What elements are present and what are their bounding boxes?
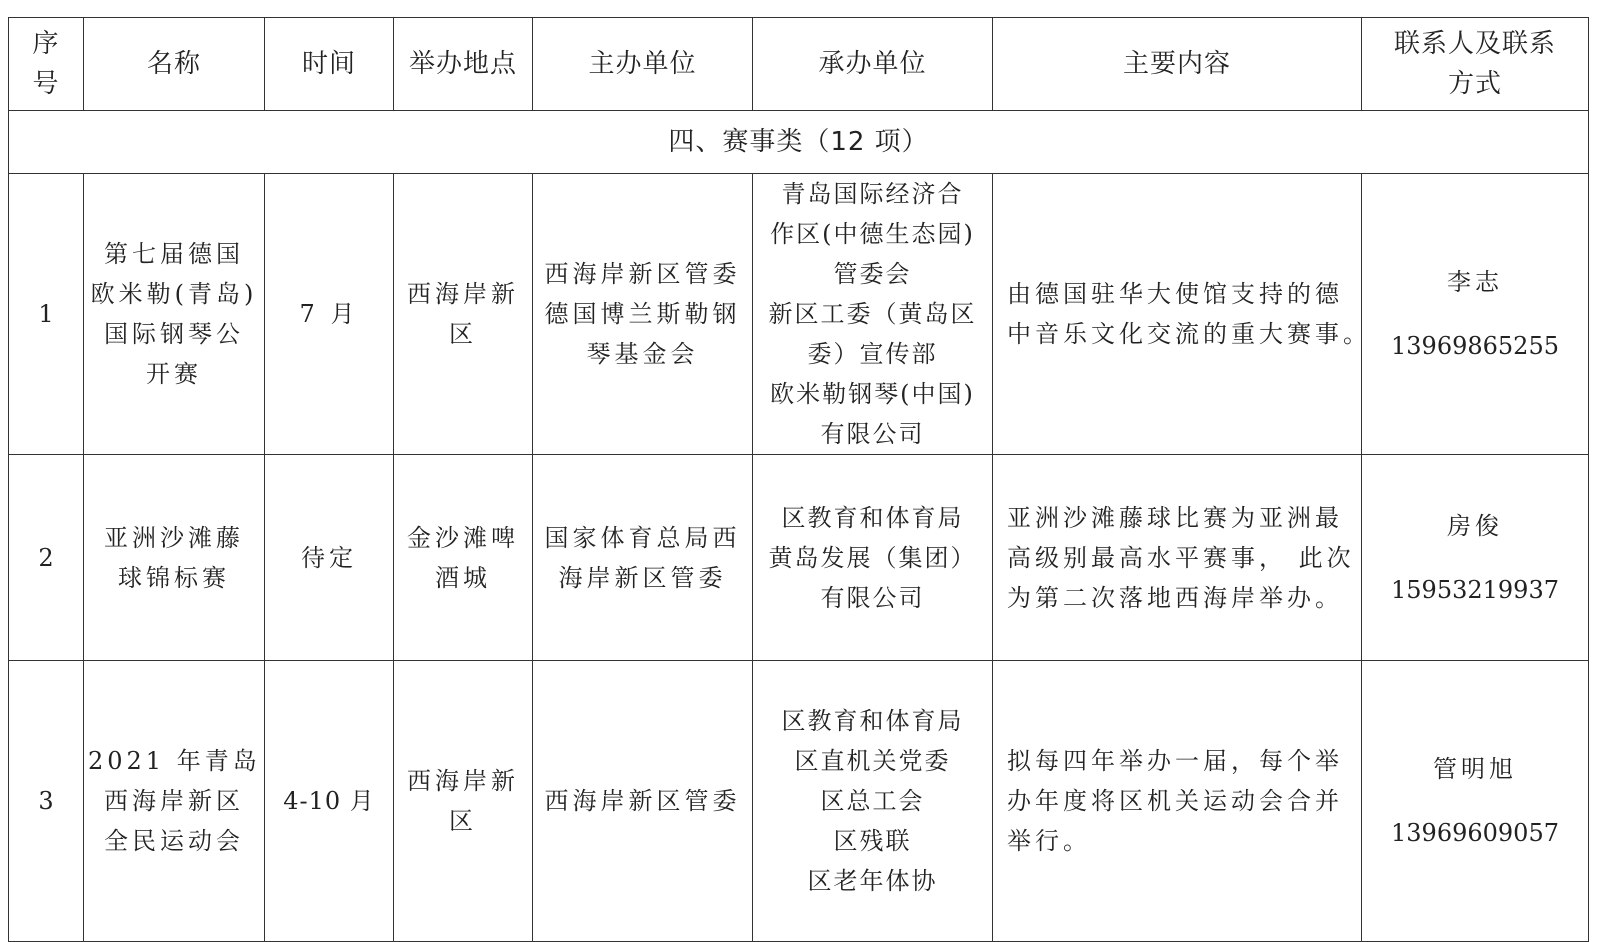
event-organizer-line: 新区工委（黄岛区	[768, 300, 977, 328]
contact-name: 李志	[1447, 268, 1503, 296]
contact-name: 管明旭	[1433, 755, 1517, 783]
event-venue-line: 酒城	[435, 563, 491, 592]
event-content-line: 高级别最高水平赛事， 此次	[1007, 543, 1355, 572]
contact-phone: 13969609057	[1391, 819, 1559, 847]
event-content-line: 举行。	[1007, 827, 1091, 855]
table-row	[9, 661, 1589, 942]
header-contact	[1362, 18, 1589, 111]
event-name-line: 球锦标赛	[118, 563, 230, 592]
event-content-line: 亚洲沙滩藤球比赛为亚洲最	[1007, 503, 1343, 532]
event-host	[533, 174, 753, 455]
event-name-line: 2021 年青岛	[88, 747, 261, 775]
event-host-line: 国家体育总局西	[544, 523, 741, 552]
header-row	[9, 18, 1589, 111]
event-content-line: 办年度将区机关运动会合并	[1007, 787, 1343, 815]
event-time: 待定	[265, 455, 394, 661]
event-host-line: 西海岸新区管委	[544, 787, 741, 815]
event-organizer-line: 区老年体协	[807, 867, 938, 895]
event-name-line: 国际钢琴公	[104, 320, 244, 348]
section-row	[9, 111, 1589, 174]
event-host-line: 琴基金会	[586, 340, 699, 368]
event-organizer-line: 区直机关党委	[794, 747, 951, 775]
event-organizer-line: 黄岛发展（集团）	[768, 543, 977, 572]
event-name-line: 全民运动会	[104, 827, 244, 855]
event-content-line: 为第二次落地西海岸举办。	[1007, 583, 1343, 612]
event-host	[533, 455, 753, 661]
event-time: 7 月	[265, 174, 394, 455]
event-venue-line: 区	[449, 320, 477, 348]
row-number: 1	[9, 174, 84, 455]
event-organizer	[753, 174, 993, 455]
event-content	[993, 661, 1362, 942]
header-contact-line-2: 方式	[1447, 69, 1502, 99]
event-organizer-line: 区教育和体育局	[781, 707, 964, 735]
event-name	[84, 455, 265, 661]
event-organizer-line: 区教育和体育局	[781, 503, 964, 532]
header-no	[9, 18, 84, 111]
header-organizer: 承办单位	[753, 18, 993, 111]
event-name	[84, 174, 265, 455]
event-contact	[1362, 455, 1589, 661]
header-no-line-1: 序	[32, 29, 60, 59]
contact-phone: 15953219937	[1391, 575, 1559, 604]
event-venue-line: 区	[449, 807, 477, 835]
event-organizer-line: 区总工会	[820, 787, 925, 815]
event-content	[993, 455, 1362, 661]
event-name	[84, 661, 265, 942]
event-venue	[394, 661, 533, 942]
table-row	[9, 455, 1589, 661]
event-name-line: 开赛	[146, 360, 202, 388]
event-contact	[1362, 174, 1589, 455]
contact-phone: 13969865255	[1391, 332, 1559, 360]
contact-name: 房俊	[1447, 511, 1503, 540]
header-no-line-2: 号	[32, 69, 60, 99]
event-organizer-line: 青岛国际经济合	[781, 180, 964, 208]
event-host	[533, 661, 753, 942]
event-organizer-line: 委）宣传部	[807, 340, 938, 368]
event-venue-line: 西海岸新	[407, 280, 519, 308]
event-venue	[394, 455, 533, 661]
event-venue-line: 金沙滩啤	[407, 523, 519, 552]
event-content-line: 由德国驻华大使馆支持的德	[1007, 280, 1343, 308]
event-name-line: 第七届德国	[104, 240, 244, 268]
header-time: 时间	[265, 18, 394, 111]
event-time: 4-10 月	[265, 661, 394, 942]
event-content	[993, 174, 1371, 455]
table-row	[9, 174, 1589, 455]
header-name: 名称	[84, 18, 265, 111]
event-organizer	[753, 661, 993, 942]
row-number: 3	[9, 661, 84, 942]
event-organizer-line: 有限公司	[820, 420, 925, 448]
event-venue	[394, 174, 533, 455]
row-number: 2	[9, 455, 84, 661]
events-table-page	[8, 17, 1588, 935]
header-contact-line-1: 联系人及联系	[1393, 29, 1556, 59]
event-organizer	[753, 455, 993, 661]
event-name-line: 西海岸新区	[104, 787, 244, 815]
event-contact	[1362, 661, 1589, 942]
event-content-line: 中音乐文化交流的重大赛事。	[1007, 320, 1371, 348]
event-name-line: 欧米勒(青岛)	[90, 280, 258, 308]
header-content: 主要内容	[993, 18, 1362, 111]
events-table	[8, 17, 1589, 942]
event-organizer-line: 区残联	[833, 827, 912, 855]
event-organizer-line: 有限公司	[820, 583, 925, 612]
event-host-line: 德国博兰斯勒钢	[544, 300, 741, 328]
section-title: 四、赛事类（12 项）	[9, 111, 1589, 174]
event-content-line: 拟每四年举办一届，每个举	[1007, 747, 1343, 775]
header-venue: 举办地点	[394, 18, 533, 111]
event-venue-line: 西海岸新	[407, 767, 519, 795]
event-organizer-line: 欧米勒钢琴(中国)	[770, 380, 975, 408]
event-name-line: 亚洲沙滩藤	[104, 523, 244, 552]
event-organizer-line: 管委会	[833, 260, 912, 288]
event-host-line: 西海岸新区管委	[544, 260, 741, 288]
header-host: 主办单位	[533, 18, 753, 111]
event-host-line: 海岸新区管委	[558, 563, 727, 592]
event-organizer-line: 作区(中德生态园)	[770, 220, 975, 248]
